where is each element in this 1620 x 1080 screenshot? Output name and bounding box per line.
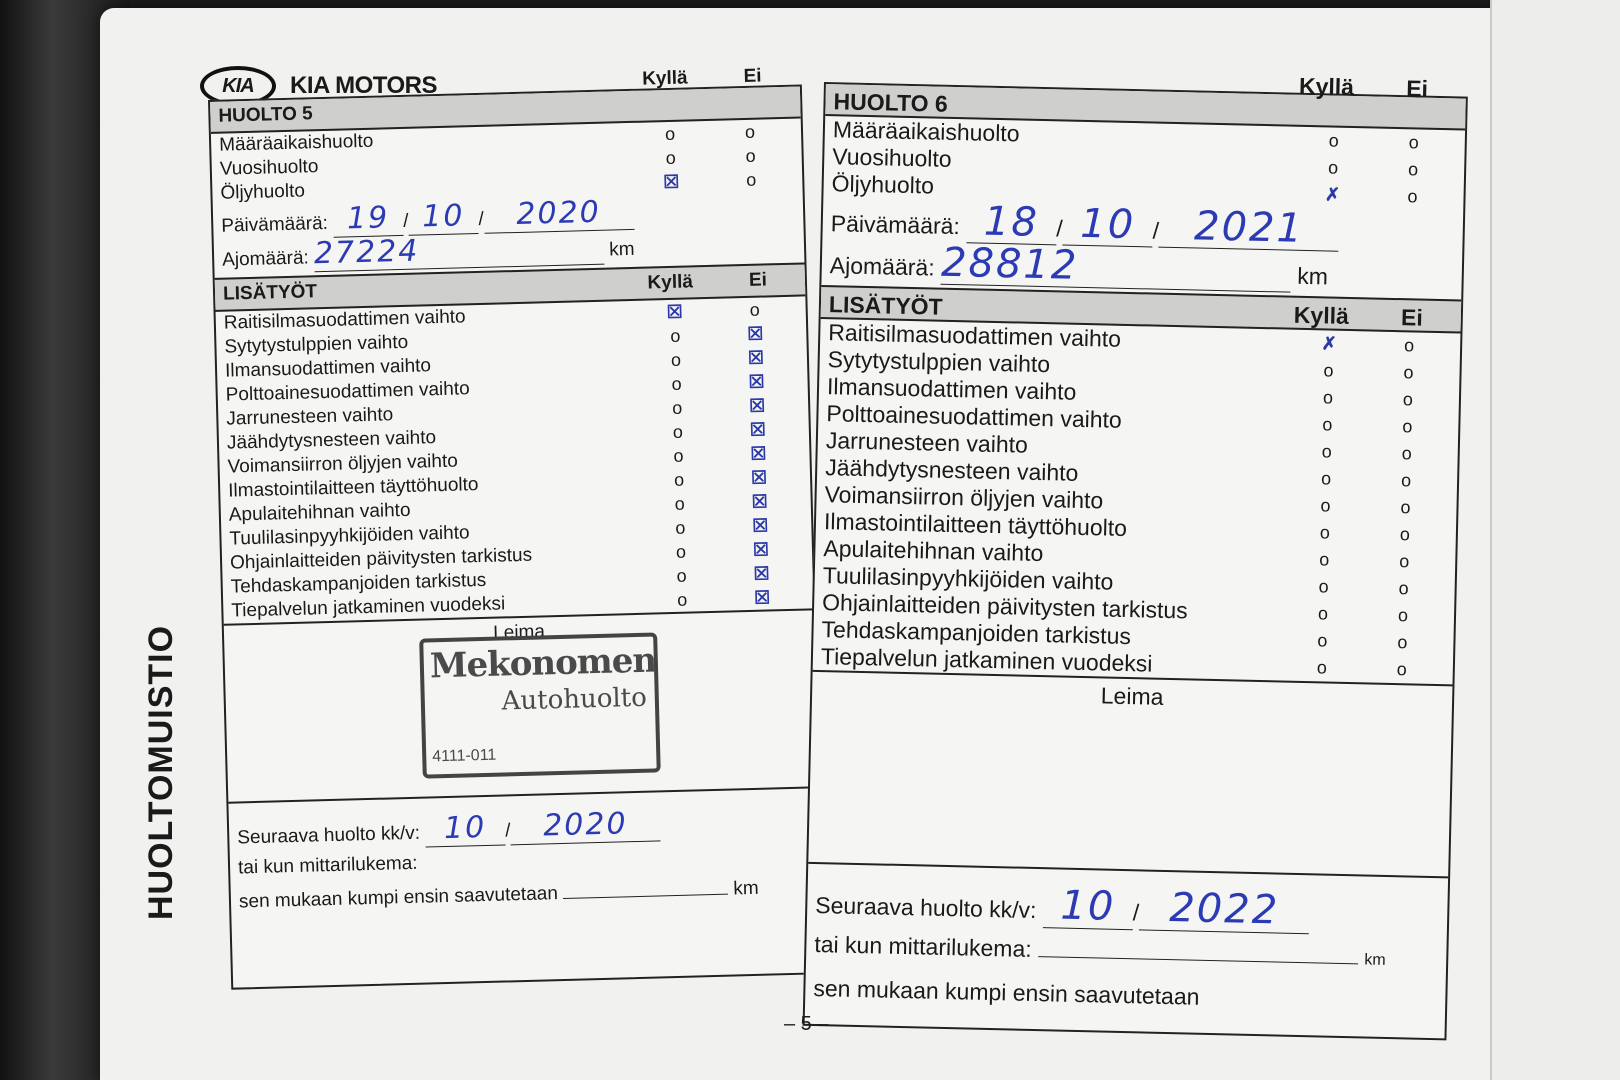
mileage-unit: km	[1297, 262, 1329, 290]
service-5-box	[208, 65, 825, 989]
service-5-stamp-area	[224, 608, 819, 803]
yes-checkbox[interactable]: o	[676, 589, 688, 610]
yes-checkbox[interactable]: o	[1328, 130, 1340, 151]
yes-checkbox[interactable]: o	[664, 123, 676, 145]
yes-checkbox[interactable]: o	[673, 445, 684, 466]
checklist-label: Sytytystulppien vaihto	[224, 331, 409, 358]
stamp-label: Leima	[492, 621, 546, 644]
yes-checkbox[interactable]: o	[1323, 360, 1334, 381]
no-checkbox[interactable]: ☒	[748, 395, 766, 416]
date-label: Päivämäärä:	[221, 212, 329, 237]
checklist-label: Tehdaskampanjoiden tarkistus	[821, 616, 1132, 650]
stamp-line-2: Autohuolto	[501, 682, 648, 717]
yes-checkbox[interactable]: o	[1319, 549, 1330, 570]
checklist-label: Jäähdytysnesteen vaihto	[824, 454, 1079, 486]
date-year[interactable]: 2020	[483, 195, 634, 234]
mileage-unit: km	[608, 238, 635, 261]
checklist-label: Sytytystulppien vaihto	[827, 346, 1051, 378]
date-month[interactable]: 10	[1062, 202, 1153, 247]
checklist-label: Määräaikaishuolto	[832, 116, 1020, 147]
no-checkbox[interactable]: ☒	[751, 491, 769, 512]
no-checkbox[interactable]: o	[1407, 186, 1418, 207]
yes-checkbox[interactable]: ✗	[1321, 333, 1337, 354]
checklist-label: Ilmastointilaitteen täyttöhuolto	[823, 508, 1128, 541]
yes-checkbox[interactable]: o	[665, 147, 676, 169]
next-month[interactable]: 10	[425, 810, 506, 847]
no-checkbox[interactable]: o	[1403, 335, 1415, 356]
checklist-label: Jarrunesteen vaihto	[226, 404, 394, 430]
service-5-extras	[216, 296, 814, 623]
extras-title: LISÄTYÖT	[222, 281, 318, 305]
yes-checkbox[interactable]: o	[1322, 387, 1334, 408]
yes-checkbox[interactable]: o	[1320, 468, 1332, 489]
yes-checkbox[interactable]: o	[1317, 603, 1329, 624]
next-year[interactable]: 2022	[1139, 885, 1310, 934]
yes-column-header: Kyllä	[1293, 301, 1350, 329]
service-5-title: HUOLTO 5	[218, 103, 313, 127]
checklist-label: Ilmastointilaitteen täyttöhuolto	[227, 474, 479, 502]
checklist-label: Apulaitehihnan vaihto	[228, 499, 411, 526]
checklist-label: Tehdaskampanjoiden tarkistus	[230, 569, 487, 598]
yes-checkbox[interactable]: o	[1327, 157, 1339, 178]
no-column-header: Ei	[748, 269, 768, 291]
no-checkbox[interactable]: o	[1402, 389, 1414, 410]
no-checkbox[interactable]: o	[1399, 524, 1411, 545]
whichever-text: sen mukaan kumpi ensin saavutetaan	[238, 883, 559, 913]
service-6-items	[823, 116, 1465, 211]
no-checkbox[interactable]: ☒	[748, 371, 765, 392]
no-checkbox[interactable]: o	[1398, 578, 1409, 599]
date-month[interactable]: 10	[408, 199, 479, 236]
yes-checkbox[interactable]: o	[1322, 414, 1333, 435]
checklist-label: Polttoainesuodattimen vaihto	[826, 400, 1123, 433]
checklist-label: Öljyhuolto	[831, 170, 935, 199]
mileage-label: Ajomäärä:	[829, 252, 935, 281]
no-checkbox[interactable]: o	[1400, 470, 1412, 491]
checklist-label: Tiepalvelun jatkaminen vuodeksi	[231, 593, 506, 622]
checklist-label: Vuosihuolto	[219, 156, 319, 180]
yes-column-header: Kyllä	[641, 67, 688, 90]
yes-checkbox[interactable]: o	[676, 565, 687, 586]
checklist-label: Ilmansuodattimen vaihto	[826, 373, 1077, 405]
next-service-label: Seuraava huolto kk/v:	[815, 892, 1037, 924]
yes-checkbox[interactable]: o	[672, 421, 684, 442]
yes-checkbox[interactable]: ☒	[666, 301, 684, 323]
no-checkbox[interactable]: ☒	[750, 443, 767, 464]
no-checkbox[interactable]: o	[745, 145, 756, 166]
checklist-label: Vuosihuolto	[832, 143, 952, 172]
no-checkbox[interactable]: ☒	[752, 539, 770, 560]
no-checkbox[interactable]: o	[1397, 632, 1408, 653]
checklist-label: Apulaitehihnan vaihto	[823, 535, 1044, 567]
date-year[interactable]: 2021	[1159, 205, 1340, 252]
no-checkbox[interactable]: o	[1407, 159, 1419, 180]
no-checkbox[interactable]: o	[1408, 132, 1420, 153]
checklist-label: Öljyhuolto	[220, 180, 306, 204]
no-checkbox[interactable]: o	[1400, 497, 1411, 518]
checklist-label: Ohjainlaitteiden päivitysten tarkistus	[229, 544, 533, 574]
service-5-next: Seuraava huolto kk/v: 10 / 2020 tai kun mittarilukema: sen mukaan kumpi ensin saavutetaan km	[237, 806, 759, 913]
checklist-label: Jäähdytysnesteen vaihto	[226, 427, 437, 454]
yes-checkbox[interactable]: o	[1320, 495, 1331, 516]
checklist-label: Ilmansuodattimen vaihto	[224, 355, 432, 382]
service-6-date: Päivämäärä: 18 / 10 / 2021	[822, 197, 1463, 254]
yes-checkbox[interactable]: o	[1321, 441, 1332, 462]
no-checkbox[interactable]: ☒	[751, 515, 769, 536]
checklist-label: Polttoainesuodattimen vaihto	[225, 378, 470, 406]
mileage-value[interactable]: 28812	[941, 242, 1292, 293]
workshop-stamp	[419, 632, 661, 778]
service-6-stamp-area	[808, 670, 1452, 878]
no-column-header: Ei	[1400, 304, 1424, 331]
no-checkbox[interactable]: o	[1403, 362, 1414, 383]
no-column-header: Ei	[1405, 75, 1429, 102]
service-6-box	[803, 72, 1468, 1040]
stamp-label: Leima	[1100, 682, 1164, 710]
yes-checkbox[interactable]: o	[1318, 576, 1329, 597]
yes-column-header: Kyllä	[647, 271, 694, 294]
next-page-edge	[1490, 0, 1620, 1080]
checklist-label: Voimansiirron öljyjen vaihto	[824, 481, 1104, 514]
yes-checkbox[interactable]: o	[674, 493, 685, 514]
next-month[interactable]: 10	[1042, 883, 1133, 930]
stamp-line-3: 4111-011	[432, 746, 497, 766]
page-number: – 5 –	[784, 1013, 829, 1035]
checklist-label: Tuulilasinpyyhkijöiden vaihto	[822, 562, 1114, 595]
checklist-label: Raitisilmasuodattimen vaihto	[223, 306, 466, 334]
no-checkbox[interactable]: ☒	[753, 587, 771, 608]
no-checkbox[interactable]: o	[744, 121, 756, 142]
service-6-next: Seuraava huolto kk/v: 10 / 2022 tai kun mittarilukema: km sen mukaan kumpi ensin saavutetaan	[813, 882, 1386, 1010]
checklist-label: Jarrunesteen vaihto	[825, 427, 1029, 458]
brand-name: KIA MOTORS	[290, 72, 438, 99]
extras-title: LISÄTYÖT	[828, 291, 943, 320]
no-checkbox[interactable]: o	[745, 169, 757, 190]
next-service-label: Seuraava huolto kk/v:	[237, 822, 421, 849]
odometer-label: tai kun mittarilukema:	[237, 852, 418, 879]
yes-checkbox[interactable]: o	[1319, 522, 1331, 543]
next-year[interactable]: 2020	[510, 806, 661, 845]
date-label: Päivämäärä:	[830, 210, 961, 240]
yes-checkbox[interactable]: o	[675, 541, 687, 562]
yes-checkbox[interactable]: o	[670, 349, 682, 370]
yes-checkbox[interactable]: o	[671, 373, 682, 394]
no-column-header: Ei	[743, 65, 762, 87]
no-checkbox[interactable]: ☒	[747, 347, 765, 368]
yes-checkbox[interactable]: o	[1317, 630, 1328, 651]
odometer-unit: km	[1364, 951, 1386, 969]
no-checkbox[interactable]: o	[1402, 416, 1413, 437]
no-checkbox[interactable]: o	[1396, 659, 1408, 680]
yes-checkbox[interactable]: ✗	[1324, 184, 1341, 205]
whichever-text: sen mukaan kumpi ensin saavutetaan	[813, 974, 1200, 1010]
mileage-value[interactable]: 27224	[314, 230, 605, 273]
yes-checkbox[interactable]: o	[671, 397, 683, 418]
service-6-extras	[813, 319, 1461, 684]
service-6-title: HUOLTO 6	[833, 88, 949, 117]
no-checkbox[interactable]: ☒	[749, 419, 767, 440]
stamp-line-1: Mekonomen	[429, 640, 657, 687]
odometer-field[interactable]	[1038, 956, 1358, 964]
kia-logo-mark: KIA	[200, 66, 276, 106]
mileage-label: Ajomäärä:	[221, 247, 310, 271]
yes-checkbox[interactable]: o	[673, 469, 685, 490]
checklist-label: Tuulilasinpyyhkijöiden vaihto	[229, 522, 470, 550]
checklist-label: Määräaikaishuolto	[218, 130, 374, 156]
odometer-field[interactable]	[563, 894, 728, 899]
no-checkbox[interactable]: ☒	[753, 563, 770, 584]
no-checkbox[interactable]: o	[1397, 605, 1409, 626]
side-title: HUOLTOMUISTIO	[142, 624, 180, 920]
date-day[interactable]: 19	[333, 201, 404, 238]
no-checkbox[interactable]: ☒	[746, 323, 764, 344]
checklist-label: Ohjainlaitteiden päivitysten tarkistus	[821, 589, 1189, 624]
checklist-label: Tiepalvelun jatkaminen vuodeksi	[820, 643, 1153, 677]
yes-checkbox[interactable]: o	[675, 517, 686, 538]
yes-checkbox[interactable]: ☒	[662, 171, 680, 193]
no-checkbox[interactable]: ☒	[750, 467, 768, 488]
odometer-label: tai kun mittarilukema:	[814, 931, 1032, 962]
yes-checkbox[interactable]: o	[670, 325, 681, 346]
no-checkbox[interactable]: o	[1401, 443, 1412, 464]
odometer-unit: km	[733, 877, 759, 900]
no-checkbox[interactable]: o	[1399, 551, 1410, 572]
checklist-label: Voimansiirron öljyjen vaihto	[227, 450, 459, 478]
checklist-label: Raitisilmasuodattimen vaihto	[828, 319, 1122, 352]
yes-column-header: Kyllä	[1298, 72, 1355, 101]
date-day[interactable]: 18	[966, 200, 1057, 245]
service-5-date: Päivämäärä: 19 / 10 / 2020	[213, 190, 804, 239]
no-checkbox[interactable]: o	[749, 299, 760, 320]
yes-checkbox[interactable]: o	[1316, 657, 1328, 678]
